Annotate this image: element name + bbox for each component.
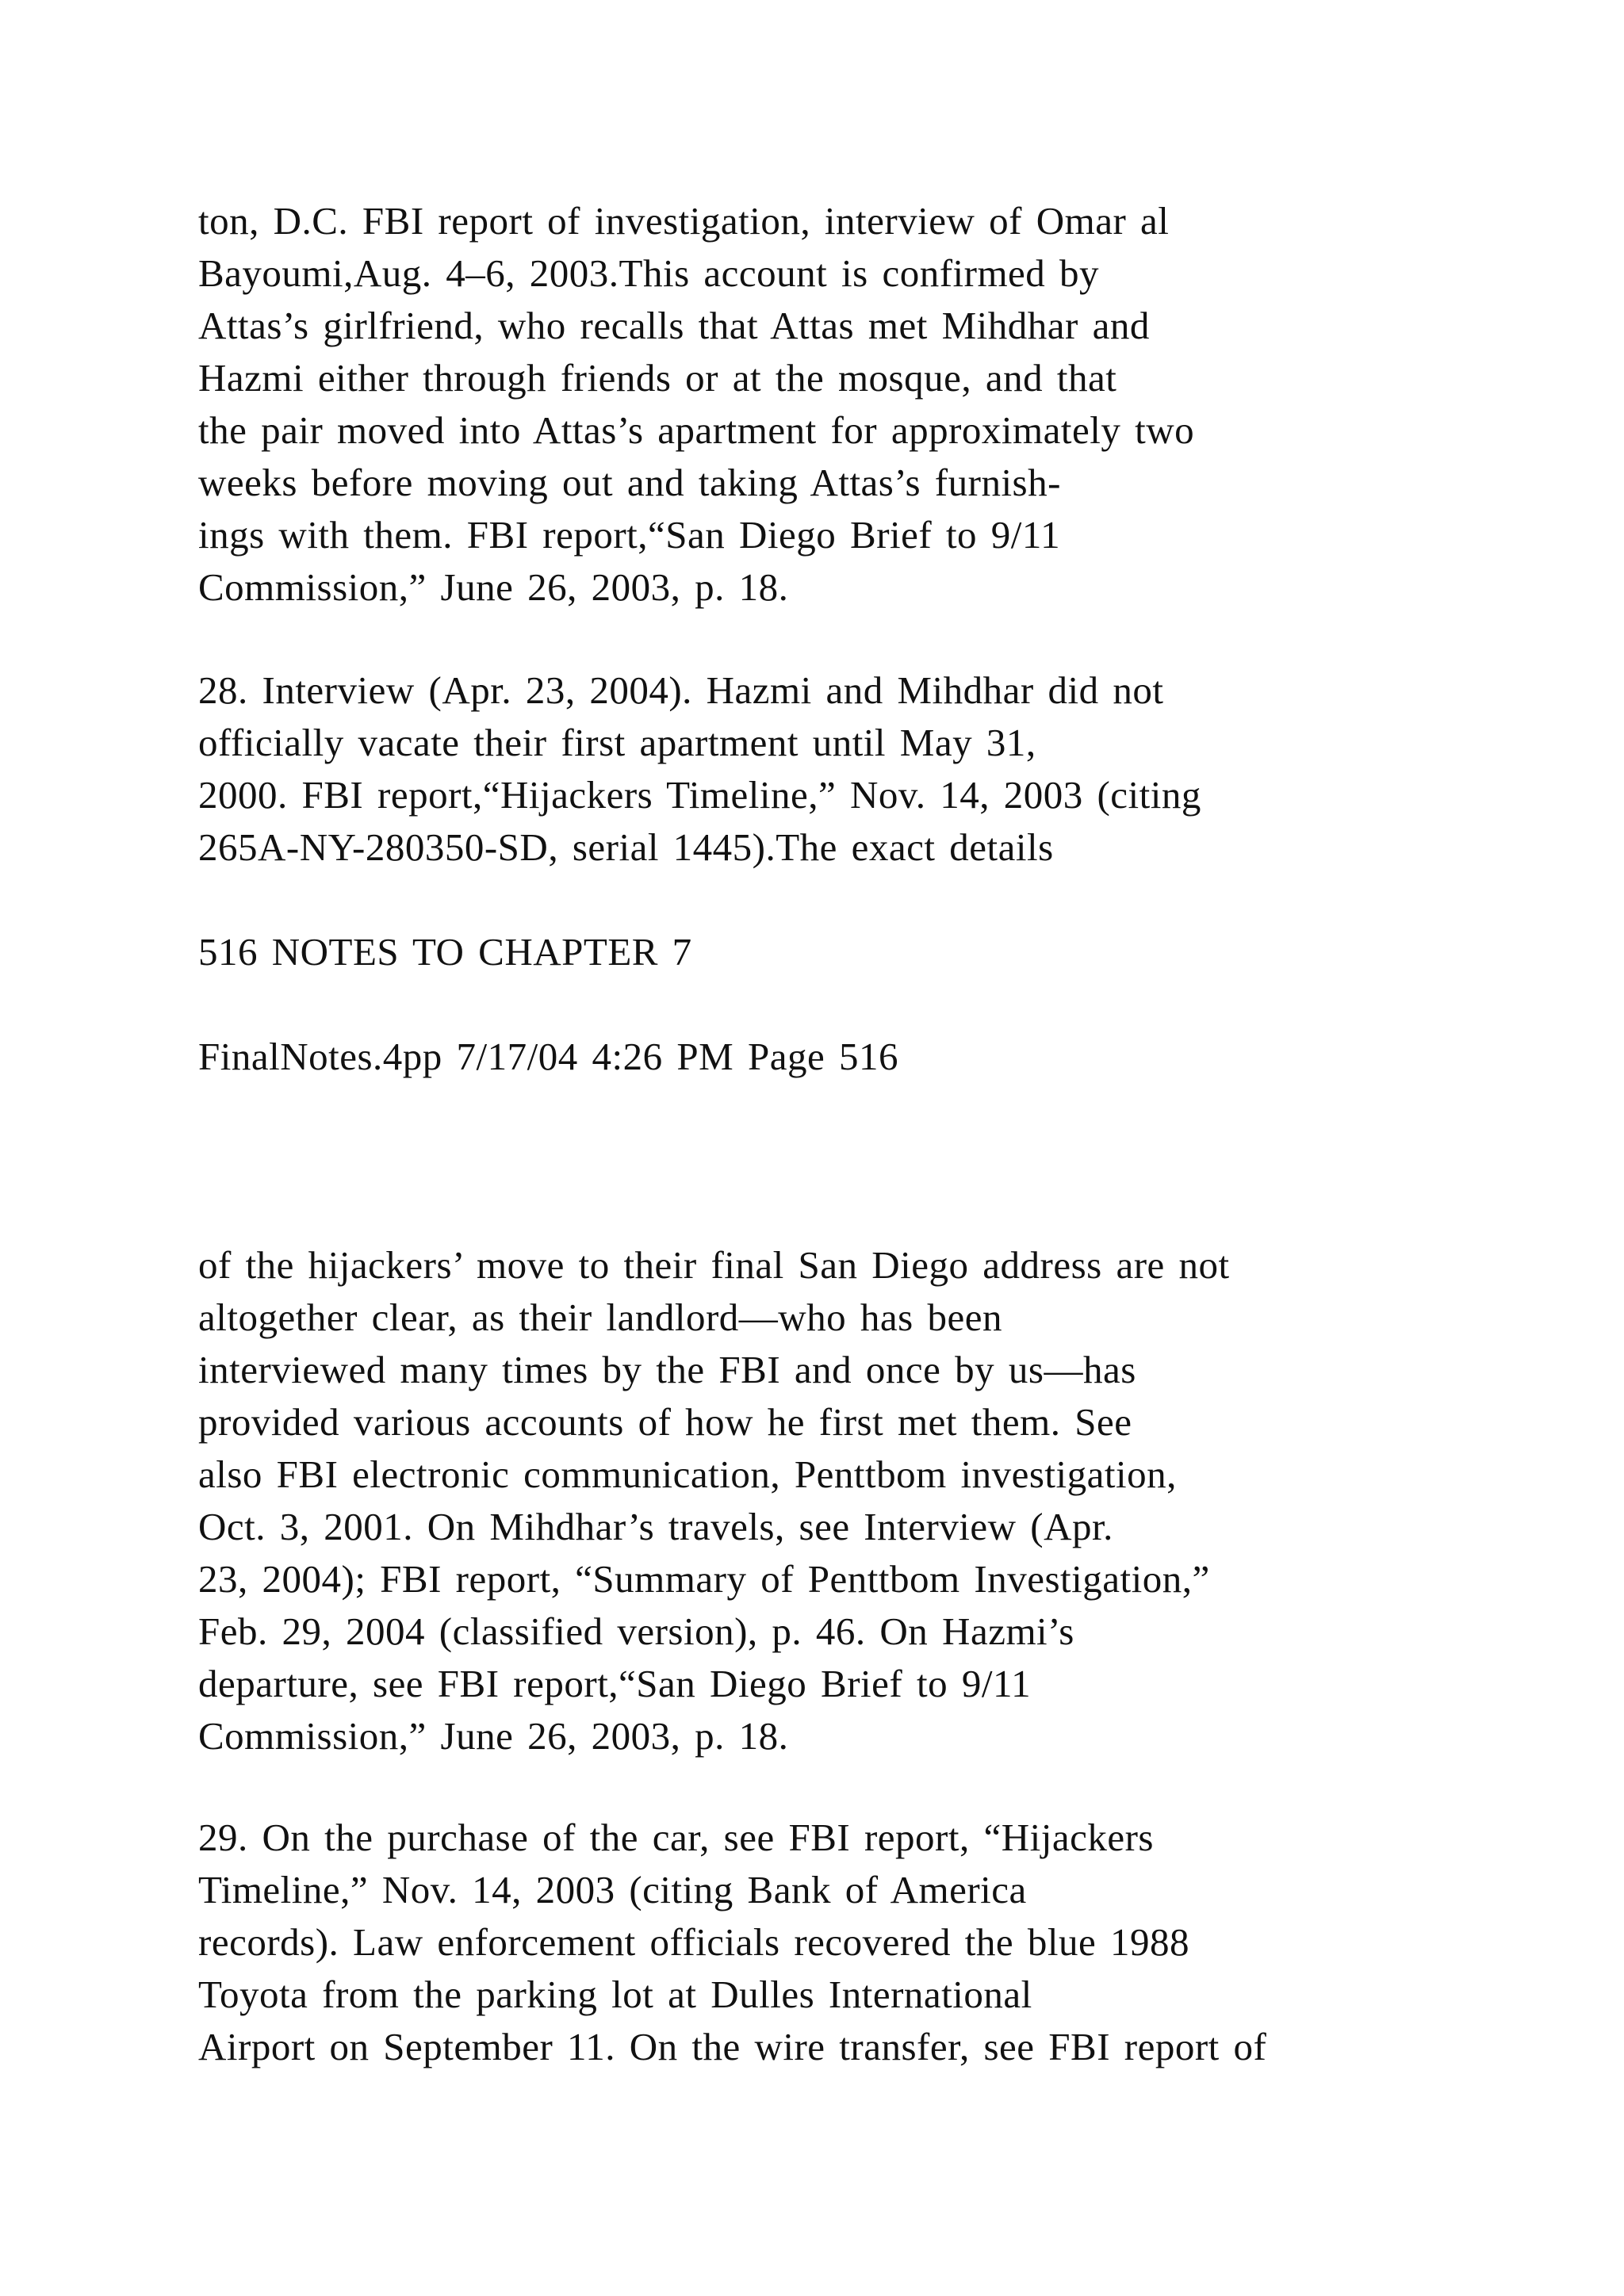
text-line: the pair moved into Attas’s apartment for approximately two (198, 408, 1195, 452)
text-line: officially vacate their first apartment until May 31, (198, 721, 1036, 764)
text-line: also FBI electronic communication, Penttbom investigation, (198, 1452, 1177, 1496)
text-line: Oct. 3, 2001. On Mihdhar’s travels, see Interview (Apr. (198, 1505, 1113, 1548)
footer-text: 516 NOTES TO CHAPTER 7 (198, 930, 692, 974)
text-line: Attas’s girlfriend, who recalls that Attas met Mihdhar and (198, 304, 1150, 347)
text-line: Feb. 29, 2004 (classified version), p. 46. On Hazmi’s (198, 1609, 1074, 1653)
text-line: ings with them. FBI report,“San Diego Brief to 9/11 (198, 513, 1061, 557)
text-line: altogether clear, as their landlord—who has been (198, 1295, 1002, 1339)
text-line: Hazmi either through friends or at the mosque, and that (198, 356, 1117, 400)
text-line: 28. Interview (Apr. 23, 2004). Hazmi and Mihdhar did not (198, 668, 1164, 712)
text-line: weeks before moving out and taking Attas’s furnish- (198, 461, 1061, 504)
text-line: of the hijackers’ move to their final San Diego address are not (198, 1243, 1230, 1287)
note-28 (198, 664, 1610, 874)
running-footer (198, 926, 1610, 978)
text-line: Commission,” June 26, 2003, p. 18. (198, 1714, 789, 1758)
text-line: ton, D.C. FBI report of investigation, interview of Omar al (198, 199, 1170, 243)
slug-text: FinalNotes.4pp 7/17/04 4:26 PM Page 516 (198, 1035, 898, 1078)
text-line: 2000. FBI report,“Hijackers Timeline,” Nov. 14, 2003 (citing (198, 773, 1201, 817)
text-line: records). Law enforcement officials recovered the blue 1988 (198, 1920, 1189, 1964)
text-line: departure, see FBI report,“San Diego Brief to 9/11 (198, 1662, 1032, 1705)
text-line: provided various accounts of how he first met them. See (198, 1400, 1132, 1444)
note-29 (198, 1812, 1610, 2073)
text-line: 265A-NY-280350-SD, serial 1445).The exact details (198, 825, 1054, 869)
text-line: 29. On the purchase of the car, see FBI report, “Hijackers (198, 1816, 1154, 1859)
text-line: Commission,” June 26, 2003, p. 18. (198, 565, 789, 609)
text-line: Timeline,” Nov. 14, 2003 (citing Bank of America (198, 1868, 1027, 1911)
paragraph-continuation-28 (198, 1239, 1610, 1762)
text-line: Airport on September 11. On the wire transfer, see FBI report of (198, 2025, 1267, 2068)
text-line: 23, 2004); FBI report, “Summary of Penttbom Investigation,” (198, 1557, 1210, 1601)
print-slug (198, 1031, 1610, 1083)
text-line: interviewed many times by the FBI and once by us—has (198, 1348, 1136, 1391)
text-line: Toyota from the parking lot at Dulles International (198, 1973, 1032, 2016)
paragraph-continuation-27 (198, 195, 1610, 614)
text-line: Bayoumi,Aug. 4–6, 2003.This account is confirmed by (198, 251, 1100, 295)
